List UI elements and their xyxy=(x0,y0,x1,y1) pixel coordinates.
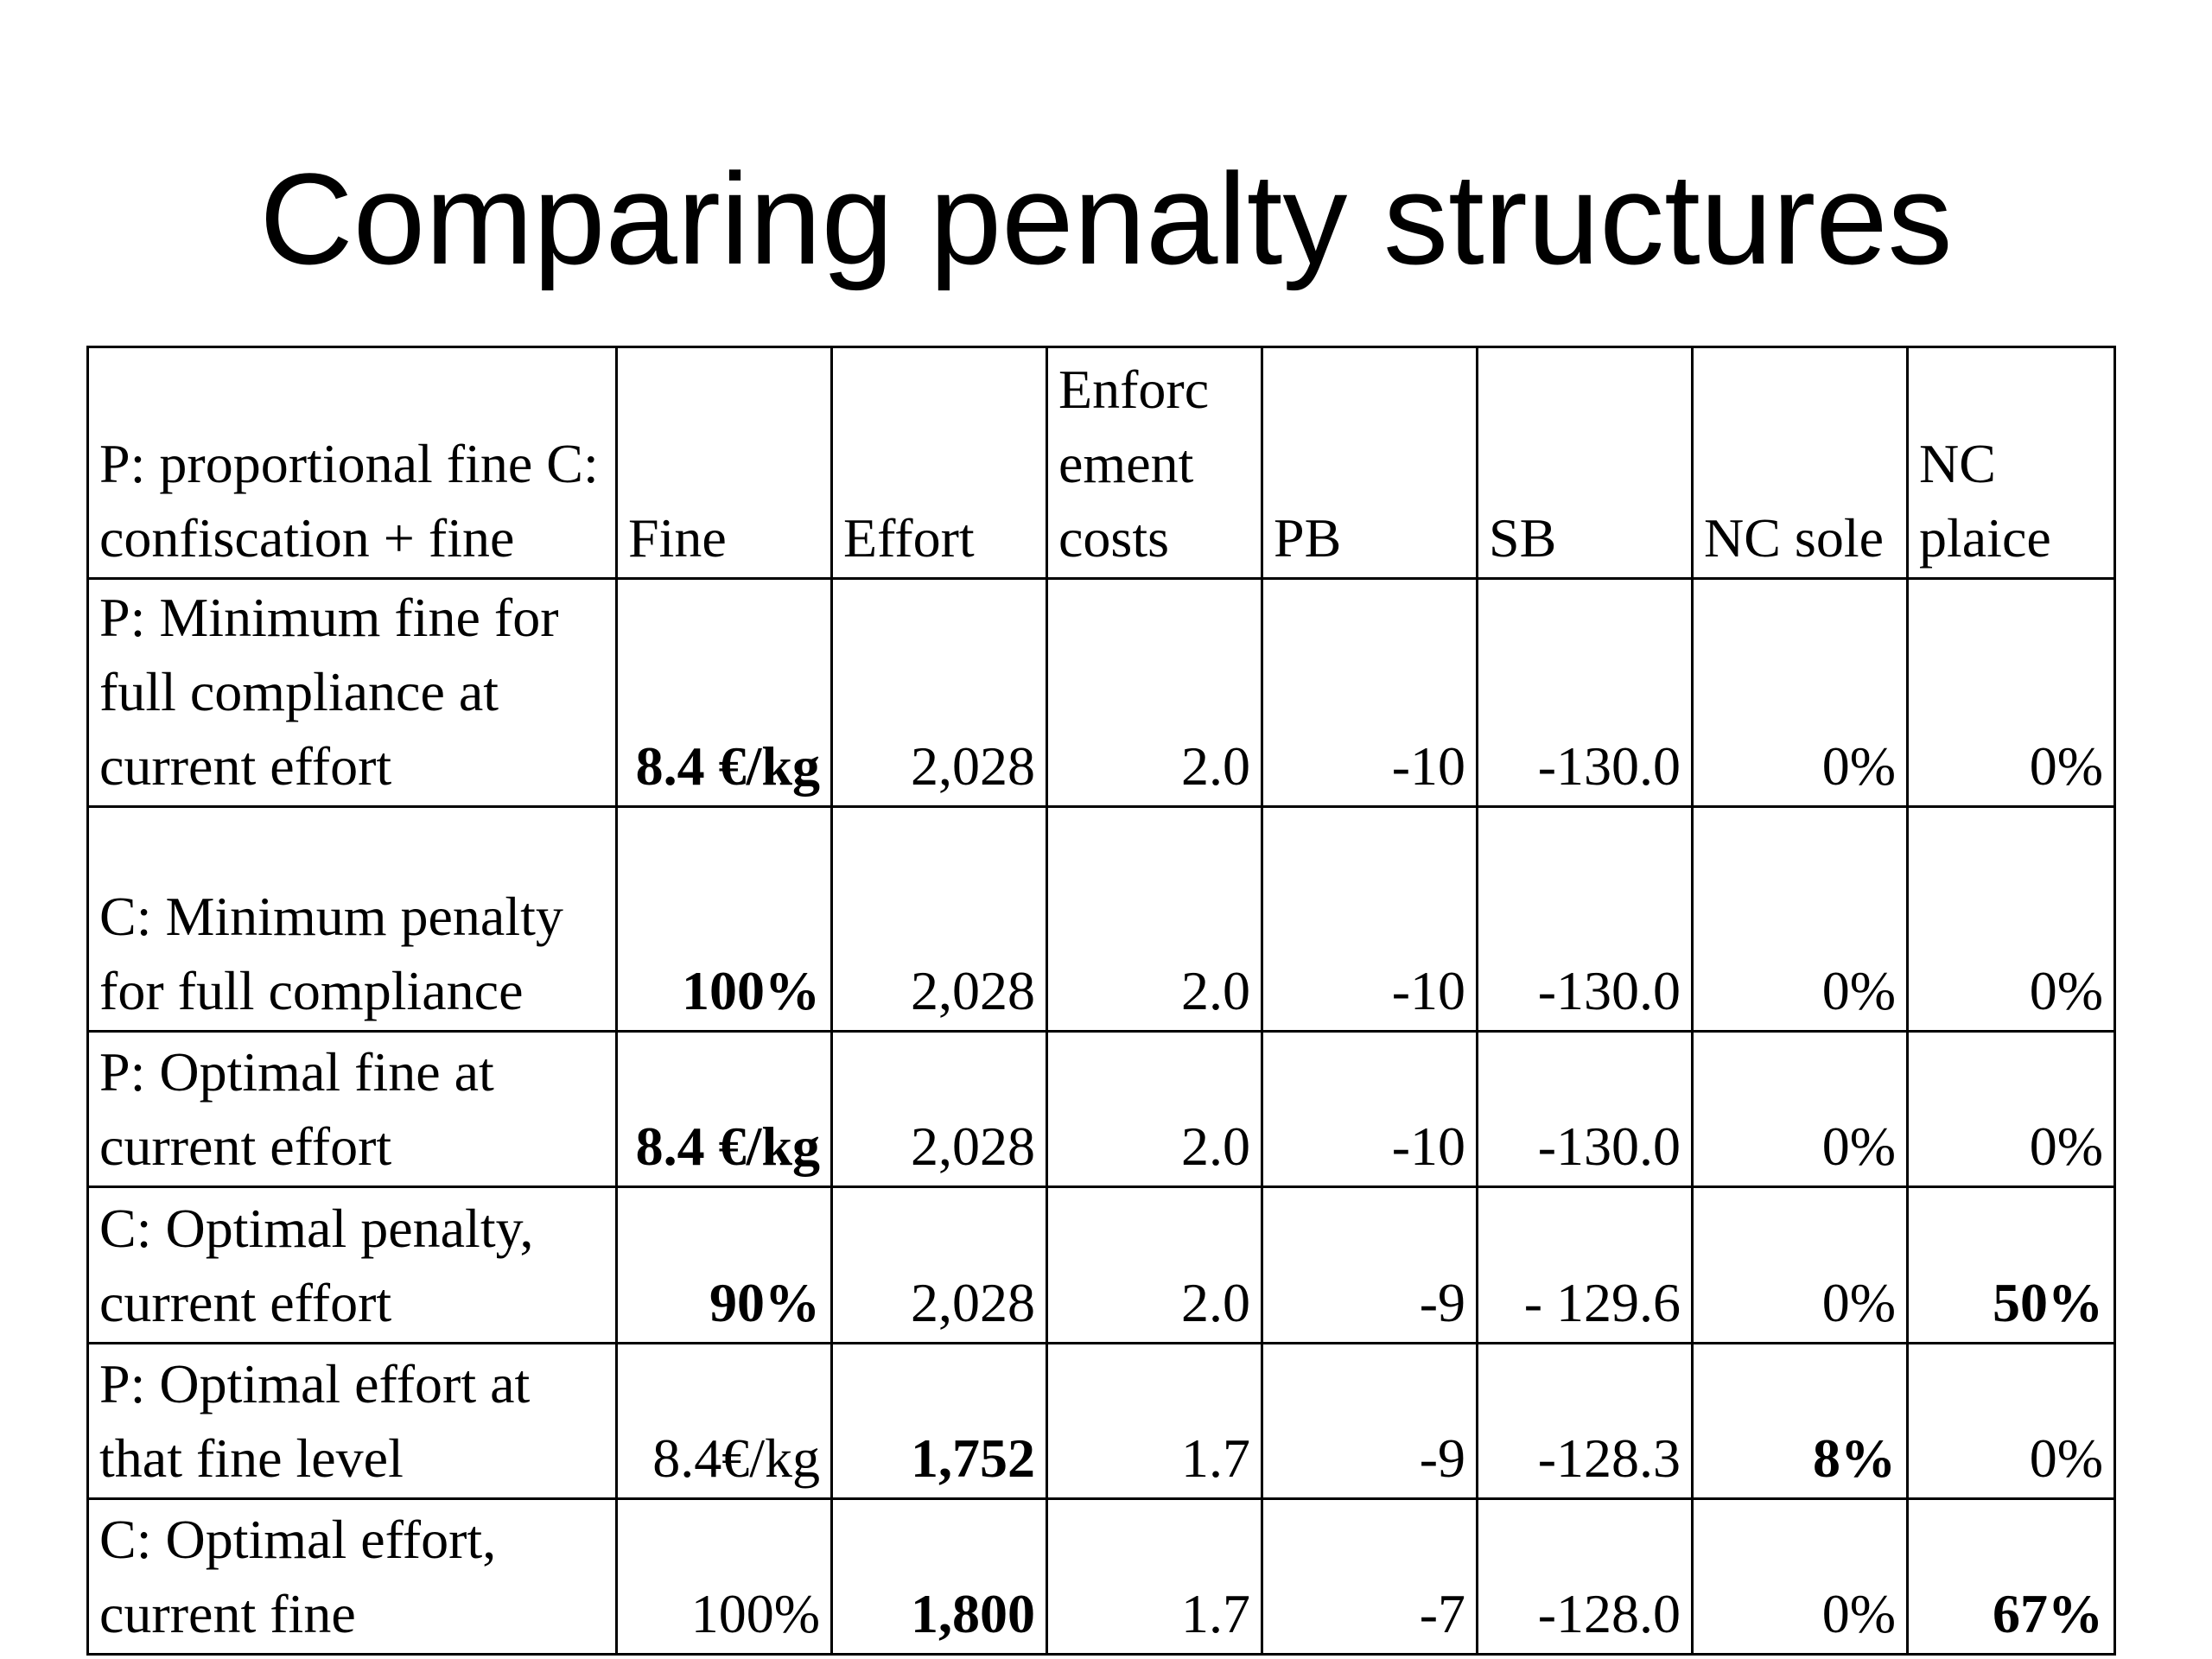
cell-pb: -10 xyxy=(1262,806,1478,1031)
cell-nc-plaice: 0% xyxy=(1908,1032,2115,1187)
cell-nc-plaice: 0% xyxy=(1908,579,2115,806)
cell-sb: -130.0 xyxy=(1478,806,1693,1031)
cell-nc-plaice: 50% xyxy=(1908,1187,2115,1343)
cell-pb: -9 xyxy=(1262,1343,1478,1498)
row-label: C: Optimal penalty, current effort xyxy=(88,1187,617,1343)
cell-fine: 8.4 €/kg xyxy=(617,1032,832,1187)
table-row xyxy=(88,1032,2115,1187)
table-row xyxy=(88,1343,2115,1498)
table-row xyxy=(88,1498,2115,1654)
slide-title: Comparing penalty structures xyxy=(259,146,1953,291)
cell-fine: 100% xyxy=(617,1498,832,1654)
table-row xyxy=(88,806,2115,1031)
cell-nc-sole: 0% xyxy=(1693,1187,1908,1343)
row-label: P: Optimal effort at that fine level xyxy=(88,1343,617,1498)
row-label: P: Minimum fine for full compliance at current effort xyxy=(88,579,617,806)
cell-fine: 8.4€/kg xyxy=(617,1343,832,1498)
cell-enforcement-costs: 2.0 xyxy=(1047,806,1262,1031)
cell-fine: 100% xyxy=(617,806,832,1031)
cell-effort: 1,800 xyxy=(832,1498,1047,1654)
cell-effort: 2,028 xyxy=(832,579,1047,806)
column-header-nc-plaice: NC plaice xyxy=(1908,347,2115,579)
cell-pb: -7 xyxy=(1262,1498,1478,1654)
column-header-fine: Fine xyxy=(617,347,832,579)
cell-enforcement-costs: 1.7 xyxy=(1047,1343,1262,1498)
cell-sb: -130.0 xyxy=(1478,579,1693,806)
cell-pb: -10 xyxy=(1262,579,1478,806)
header-row xyxy=(88,347,2115,579)
row-label: P: Optimal fine at current effort xyxy=(88,1032,617,1187)
cell-nc-sole: 0% xyxy=(1693,579,1908,806)
table-row xyxy=(88,579,2115,806)
cell-effort: 1,752 xyxy=(832,1343,1047,1498)
cell-nc-sole: 8% xyxy=(1693,1343,1908,1498)
cell-enforcement-costs: 2.0 xyxy=(1047,1187,1262,1343)
cell-sb: -130.0 xyxy=(1478,1032,1693,1187)
cell-sb: - 129.6 xyxy=(1478,1187,1693,1343)
row-label: C: Minimum penalty for full compliance xyxy=(88,806,617,1031)
cell-nc-plaice: 67% xyxy=(1908,1498,2115,1654)
cell-fine: 90% xyxy=(617,1187,832,1343)
column-header-effort: Effort xyxy=(832,347,1047,579)
cell-effort: 2,028 xyxy=(832,1187,1047,1343)
column-header-sb: SB xyxy=(1478,347,1693,579)
column-header-pb: PB xyxy=(1262,347,1478,579)
cell-pb: -10 xyxy=(1262,1032,1478,1187)
row-label: C: Optimal effort, current fine xyxy=(88,1498,617,1654)
cell-sb: -128.0 xyxy=(1478,1498,1693,1654)
cell-nc-sole: 0% xyxy=(1693,1032,1908,1187)
cell-nc-sole: 0% xyxy=(1693,806,1908,1031)
cell-nc-sole: 0% xyxy=(1693,1498,1908,1654)
cell-effort: 2,028 xyxy=(832,806,1047,1031)
cell-nc-plaice: 0% xyxy=(1908,806,2115,1031)
cell-pb: -9 xyxy=(1262,1187,1478,1343)
column-header-nc-sole: NC sole xyxy=(1693,347,1908,579)
penalty-comparison-table xyxy=(86,346,2116,1656)
cell-sb: -128.3 xyxy=(1478,1343,1693,1498)
cell-enforcement-costs: 2.0 xyxy=(1047,1032,1262,1187)
cell-nc-plaice: 0% xyxy=(1908,1343,2115,1498)
column-header-enforcement-costs: Enforc ement costs xyxy=(1047,347,1262,579)
table-row xyxy=(88,1187,2115,1343)
table-legend-cell: P: proportional fine C: confiscation + fine xyxy=(88,347,617,579)
cell-fine: 8.4 €/kg xyxy=(617,579,832,806)
cell-enforcement-costs: 2.0 xyxy=(1047,579,1262,806)
cell-effort: 2,028 xyxy=(832,1032,1047,1187)
cell-enforcement-costs: 1.7 xyxy=(1047,1498,1262,1654)
